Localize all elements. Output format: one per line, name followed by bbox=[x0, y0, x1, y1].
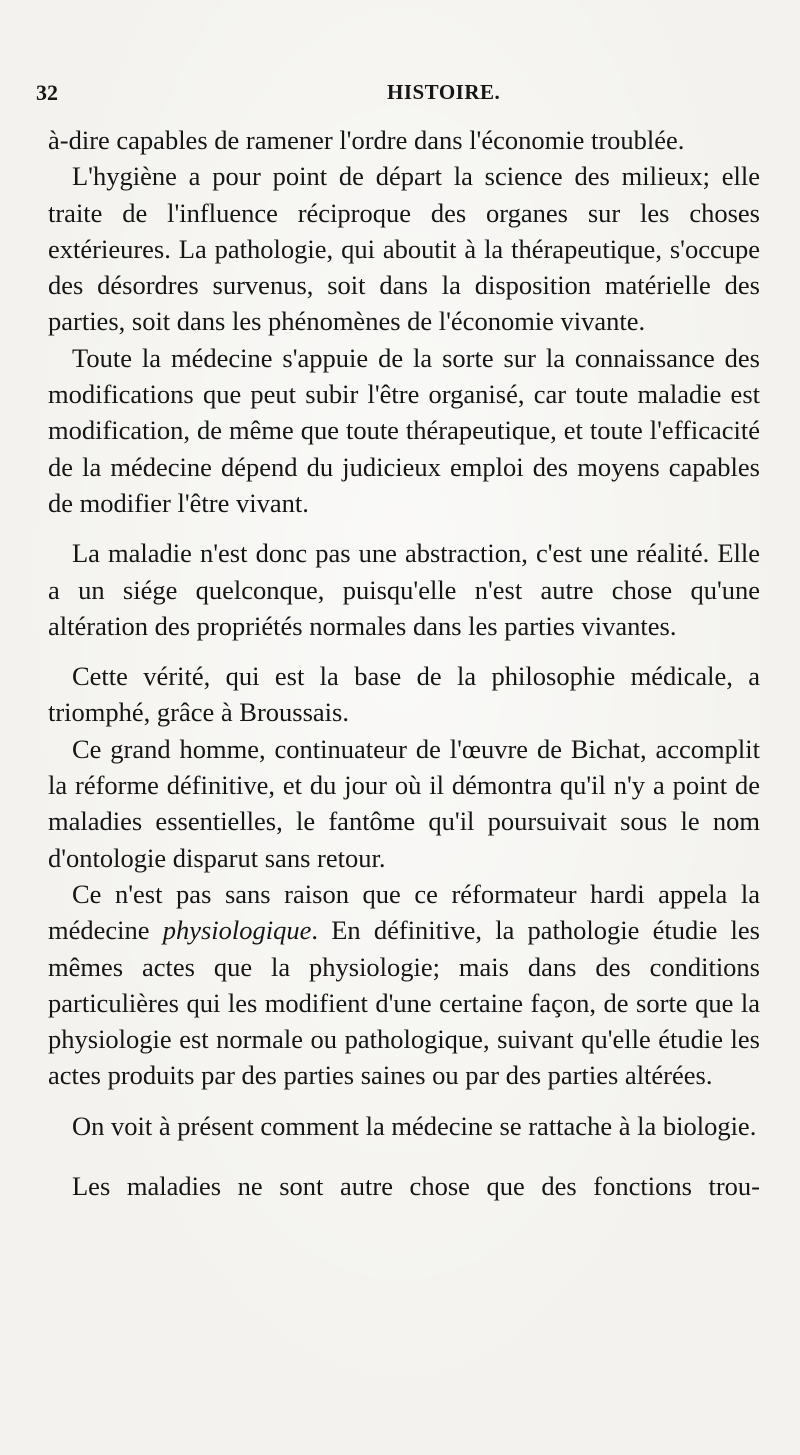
paragraph-verite: Cette vérité, qui est la base de la philosophie médicale, a triomphé, grâce à Broussais. bbox=[48, 661, 760, 728]
paragraph-medecine: Toute la médecine s'appuie de la sorte sur la connaissance des modifications que peut subir l'être organisé, car toute maladie est modification, de même que toute thérapeutique, et toute l'efficacité de la médecine dépend du judicieux emploi des moyens capables de modifier l'être vivant. bbox=[48, 342, 760, 518]
page-number: 32 bbox=[36, 80, 58, 105]
paragraph-continuation: à-dire capables de ramener l'ordre dans l'économie troublée. bbox=[48, 125, 685, 155]
paragraph-physiologique bbox=[48, 876, 760, 1094]
paragraph-bichat: Ce grand homme, continuateur de l'œuvre de Bichat, accomplit la réforme définitive, et du jour où il démontra qu'il n'y a point de maladies essentielles, le fantôme qu'il poursuivait sous le nom d'ontologie disparut sans retour. bbox=[48, 733, 760, 873]
paragraph-maladies-fonctions: Les maladies ne sont autre chose que des fonctions trou- bbox=[72, 1171, 760, 1202]
term-physiologique: physiologique bbox=[162, 915, 312, 946]
paragraph-physiologique-start: Ce n'est pas sans raison que ce réformateur hardi appela la médecine bbox=[48, 878, 760, 946]
paragraph-hygiene: L'hygiène a pour point de départ la science des milieux; elle traite de l'influence réciproque des organes sur les choses extérieures. La pathologie, qui aboutit à la thérapeutique, s'occupe des désordres survenus, soit dans la disposition matérielle des parties, soit dans les phénomènes de l'économie vivante. bbox=[48, 161, 760, 337]
page-header bbox=[36, 80, 764, 110]
body-text bbox=[48, 122, 760, 1204]
paragraph-physiologique-end: . En définitive, la pathologie étudie les mêmes actes que la physiologie; mais dans des conditions particulières qui les modifient d'une certaine façon, de sorte que la physiologie est normale ou pathologique, suivant qu'elle étudie les actes produits par des parties saines ou par des parties altérées. bbox=[48, 915, 760, 1091]
paragraph-biologie: On voit à présent comment la médecine se rattache à la biologie. bbox=[72, 1110, 757, 1141]
paragraph-maladie: La maladie n'est donc pas une abstraction, c'est une réalité. Elle a un siége quelconque, puisqu'elle n'est autre chose qu'une altération des propriétés normales dans les parties vivantes. bbox=[48, 538, 760, 641]
running-head: HISTOIRE. bbox=[387, 80, 501, 104]
